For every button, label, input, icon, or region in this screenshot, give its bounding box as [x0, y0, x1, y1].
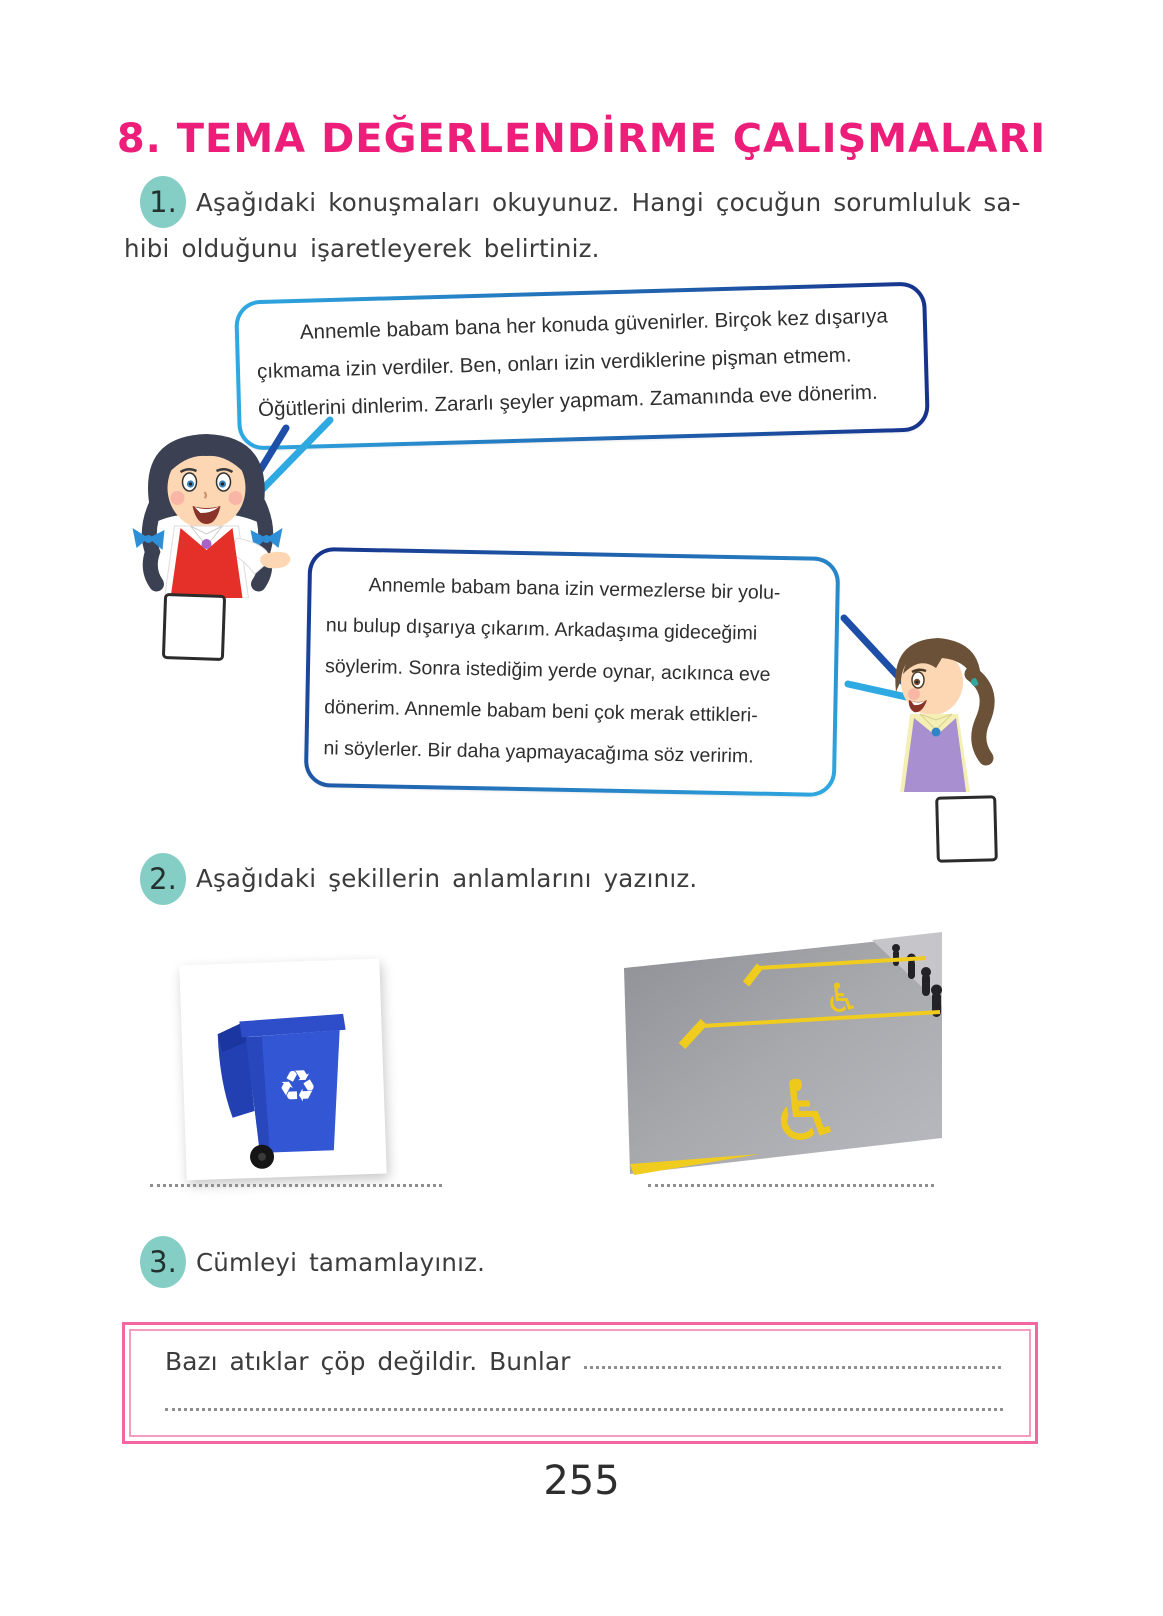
question-3-text: Cümleyi tamamlayınız.	[196, 1248, 486, 1277]
completion-box-inner	[129, 1329, 1031, 1437]
girl-1-illustration	[116, 426, 296, 598]
speech-bubble-girl2-text: Annemle babam bana izin vermezlerse bir yolu- nu bulup dışarıya çıkarım. Arkadaşıma gideceğimi söylerim. Sonra istediğim yerde oynar, acıkınca eve dönerim. Annemle babam beni çok merak ettikleri- ni söylerler. Bir daha yapmayacağıma söz veririm.	[308, 551, 836, 793]
recycle-bin-illustration	[190, 966, 377, 1172]
question-1-number-badge	[140, 176, 186, 228]
speech-bubble-girl1-text: Annemle babam bana her konuda güvenirler. Birçok kez dışarıya çıkmama izin verdiler. Ben, onları izin verdiklerine pişman etmem. Öğütlerini dinlerim. Zararlı şeyler yapmam. Zamanında eve dönerim.	[238, 285, 926, 446]
answer-checkbox-girl2[interactable]	[935, 795, 998, 863]
question-3-number-badge	[140, 1236, 186, 1288]
page-number: 255	[543, 1458, 620, 1504]
question-2-number: 2.	[149, 862, 177, 896]
completion-answer-line1[interactable]	[584, 1366, 1001, 1369]
wheelchair-icon-large: ♿	[768, 1062, 844, 1160]
question-1-text-line2: hibi olduğunu işaretleyerek belirtiniz.	[124, 234, 600, 263]
answer-line-disabled-parking[interactable]	[648, 1180, 934, 1187]
question-1-text-line1: Aşağıdaki konuşmaları okuyunuz. Hangi çocuğun sorumluluk sa-	[196, 188, 1021, 217]
girl-2-illustration	[876, 630, 1004, 792]
question-2-text: Aşağıdaki şekillerin anlamlarını yazınız.	[196, 864, 698, 893]
completion-box	[122, 1322, 1038, 1444]
wheelchair-icon-small: ♿	[824, 976, 860, 1022]
speech-bubble-girl2	[304, 547, 841, 797]
question-3-number: 3.	[149, 1245, 177, 1279]
completion-sentence: Bazı atıklar çöp değildir. Bunlar	[165, 1347, 571, 1376]
answer-checkbox-girl1[interactable]	[162, 593, 226, 661]
question-1-number: 1.	[149, 185, 177, 219]
disabled-parking-photo	[610, 928, 942, 1176]
question-2-number-badge	[140, 853, 186, 905]
page-title: 8. TEMA DEĞERLENDİRME ÇALIŞMALARI	[116, 116, 1047, 162]
answer-line-recycle-bin[interactable]	[150, 1180, 442, 1187]
recycle-bin-photo	[179, 959, 386, 1181]
speech-bubble-girl1	[234, 281, 930, 450]
recycle-icon: ♻	[276, 1060, 319, 1113]
completion-answer-line2[interactable]	[165, 1408, 1003, 1411]
